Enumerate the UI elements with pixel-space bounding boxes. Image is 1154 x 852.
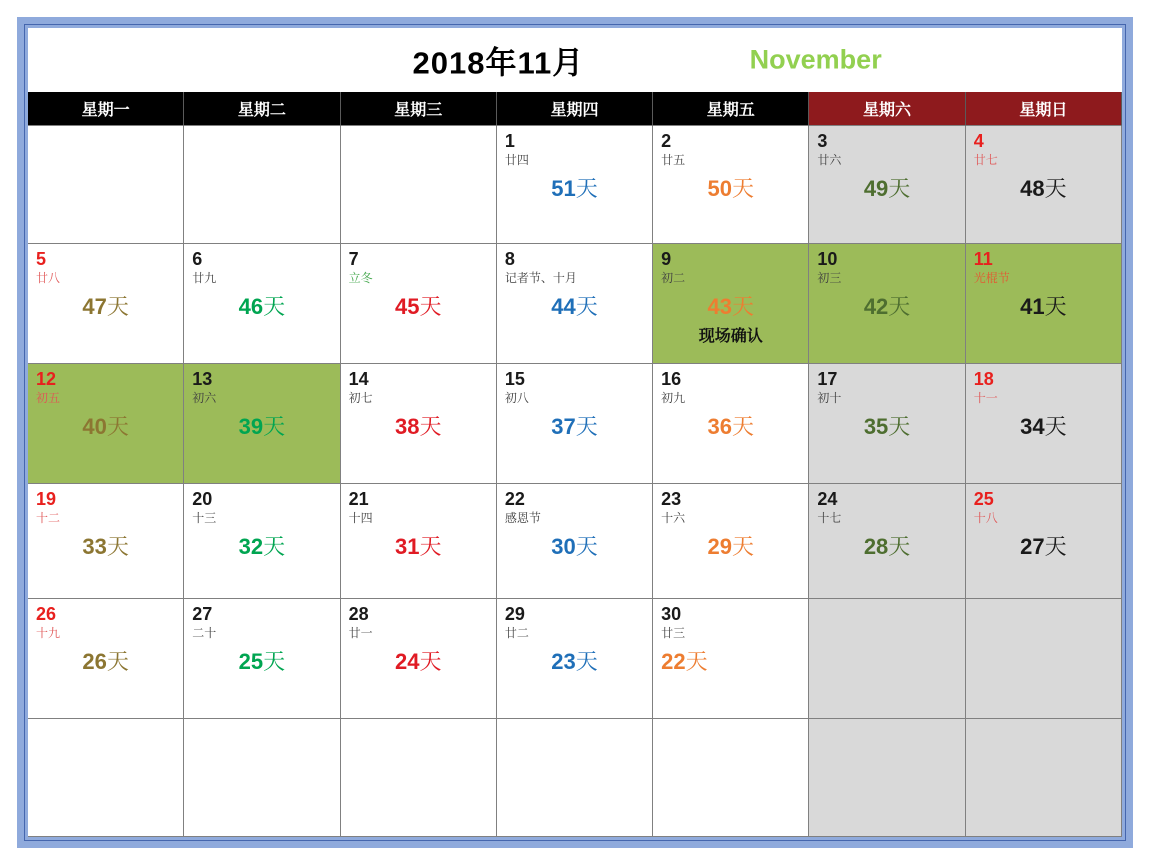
day-number: 10: [817, 249, 838, 269]
empty-cell: [966, 599, 1122, 719]
lunar-label: 廿三: [661, 626, 686, 640]
day-number: 4: [973, 131, 984, 151]
countdown-label: [817, 534, 956, 560]
lunar-label: 廿九: [192, 271, 217, 285]
lunar-label: 十九: [36, 626, 61, 640]
empty-cell: [341, 126, 497, 244]
countdown-suffix: 天: [575, 176, 598, 201]
day-number: 20: [192, 489, 213, 509]
day-cell-3: [809, 126, 965, 244]
countdown-suffix: 天: [419, 649, 442, 674]
countdown-suffix: 天: [263, 414, 286, 439]
day-number: 27: [192, 604, 213, 624]
countdown-suffix: 天: [106, 649, 129, 674]
weekday-header-6: 星期六: [809, 92, 965, 126]
countdown-label: [192, 414, 331, 440]
day-cell-26: [28, 599, 184, 719]
day-number: 11: [973, 249, 993, 269]
day-cell-19: [28, 484, 184, 599]
countdown-suffix: 天: [106, 534, 129, 559]
day-cell-24: [809, 484, 965, 599]
countdown-label: [817, 176, 956, 202]
countdown-label: [36, 649, 175, 675]
day-number: 28: [348, 604, 369, 624]
day-cell-17: [809, 364, 965, 484]
lunar-label: 记者节、十月: [504, 271, 577, 285]
day-number: 25: [973, 489, 994, 509]
day-number: 26: [36, 604, 57, 624]
lunar-label: 初二: [661, 271, 686, 285]
empty-cell: [28, 719, 184, 837]
day-cell-2: [653, 126, 809, 244]
event-note: 现场确认: [698, 328, 763, 345]
countdown-label: [505, 414, 644, 440]
day-number: 6: [192, 249, 203, 269]
empty-cell: [184, 126, 340, 244]
day-number: 17: [817, 369, 838, 389]
day-cell-29: [497, 599, 653, 719]
day-number: 18: [973, 369, 994, 389]
empty-cell: [966, 719, 1122, 837]
empty-cell: [653, 719, 809, 837]
countdown-suffix: 天: [888, 414, 911, 439]
calendar-grid: [28, 92, 1122, 837]
day-cell-7: [341, 244, 497, 364]
countdown-suffix: 天: [1044, 414, 1067, 439]
day-number: 13: [192, 369, 213, 389]
lunar-label: 感恩节: [504, 511, 541, 525]
countdown-number: 45: [394, 294, 420, 319]
day-cell-30: [653, 599, 809, 719]
day-number: 30: [661, 604, 682, 624]
countdown-label: [36, 534, 175, 560]
countdown-number: 26: [82, 649, 107, 674]
lunar-label: 十二: [36, 511, 61, 525]
countdown-suffix: 天: [575, 649, 598, 674]
lunar-label: 廿六: [817, 153, 842, 167]
countdown-label: [817, 294, 956, 320]
countdown-suffix: 天: [575, 294, 598, 319]
day-number: 2: [661, 131, 672, 151]
countdown-label: [349, 649, 488, 675]
day-cell-22: [497, 484, 653, 599]
countdown-number: 23: [551, 649, 576, 674]
lunar-label: 十三: [192, 511, 217, 525]
countdown-suffix: 天: [575, 534, 598, 559]
countdown-number: 40: [82, 414, 107, 439]
day-cell-11: [966, 244, 1122, 364]
countdown-suffix: 天: [419, 294, 442, 319]
day-cell-9: [653, 244, 809, 364]
weekday-header-3: 星期三: [341, 92, 497, 126]
countdown-suffix: 天: [1044, 176, 1067, 201]
day-number: 8: [504, 249, 515, 269]
countdown-number: 35: [863, 414, 889, 439]
countdown-suffix: 天: [419, 534, 442, 559]
weekday-header-1: 星期一: [28, 92, 184, 126]
countdown-suffix: 天: [106, 294, 129, 319]
day-number: 12: [36, 369, 57, 389]
countdown-label: [192, 534, 331, 560]
countdown-number: 43: [707, 294, 733, 319]
empty-cell: [184, 719, 340, 837]
countdown-suffix: 天: [732, 414, 755, 439]
countdown-suffix: 天: [1044, 294, 1067, 319]
day-cell-21: [341, 484, 497, 599]
lunar-label: 廿一: [348, 626, 373, 640]
countdown-suffix: 天: [263, 294, 286, 319]
countdown-label: [36, 414, 175, 440]
day-number: 7: [348, 249, 359, 269]
empty-cell: [28, 126, 184, 244]
countdown-suffix: 天: [888, 294, 911, 319]
countdown-number: 37: [551, 414, 576, 439]
countdown-number: 29: [707, 534, 733, 559]
day-cell-10: [809, 244, 965, 364]
countdown-number: 47: [82, 294, 107, 319]
countdown-number: 46: [238, 294, 264, 319]
countdown-number: 33: [82, 534, 107, 559]
countdown-number: 38: [394, 414, 420, 439]
day-number: 29: [504, 604, 525, 624]
countdown-label: [974, 176, 1113, 202]
weekday-header-4: 星期四: [497, 92, 653, 126]
countdown-number: 48: [1020, 176, 1045, 201]
lunar-label: 十四: [348, 511, 373, 525]
countdown-suffix: 天: [106, 414, 129, 439]
countdown-label: [505, 176, 644, 202]
lunar-label: 廿四: [504, 153, 529, 167]
day-cell-4: [966, 126, 1122, 244]
countdown-number: 42: [863, 294, 889, 319]
countdown-label: [974, 294, 1113, 320]
day-number: 23: [661, 489, 682, 509]
countdown-label: [505, 294, 644, 320]
frame-inner-line: [24, 24, 1126, 841]
day-number: 22: [504, 489, 525, 509]
weekday-header-2: 星期二: [184, 92, 340, 126]
weekday-header-7: 星期日: [966, 92, 1122, 126]
countdown-number: 27: [1020, 534, 1045, 559]
lunar-label: 十八: [973, 511, 998, 525]
lunar-label: 廿二: [504, 626, 529, 640]
lunar-label: 廿八: [36, 271, 61, 285]
countdown-number: 51: [551, 176, 576, 201]
page-title-en: November: [749, 44, 882, 75]
day-number: 3: [817, 131, 828, 151]
day-cell-28: [341, 599, 497, 719]
countdown-suffix: 天: [888, 176, 911, 201]
lunar-label: 初八: [504, 391, 529, 405]
day-number: 1: [504, 131, 515, 151]
day-cell-13: [184, 364, 340, 484]
countdown-label: [505, 649, 644, 675]
calendar-frame: [17, 17, 1133, 848]
day-cell-12: [28, 364, 184, 484]
countdown-number: 28: [863, 534, 889, 559]
countdown-label: [974, 534, 1113, 560]
calendar-sheet: [25, 25, 1125, 840]
lunar-label: 光棍节: [973, 271, 1010, 285]
countdown-number: 44: [551, 294, 576, 319]
lunar-label: 十六: [661, 511, 686, 525]
day-cell-23: [653, 484, 809, 599]
countdown-label: [817, 414, 956, 440]
countdown-label: [974, 414, 1113, 440]
lunar-label: 初十: [817, 391, 842, 405]
lunar-label: 廿五: [661, 153, 686, 167]
day-number: 19: [36, 489, 57, 509]
countdown-label: [349, 294, 488, 320]
countdown-number: 25: [238, 649, 264, 674]
countdown-label: [349, 414, 488, 440]
countdown-number: 31: [394, 534, 420, 559]
lunar-label: 初五: [36, 391, 61, 405]
countdown-number: 24: [394, 649, 420, 674]
empty-cell: [809, 719, 965, 837]
countdown-number: 49: [863, 176, 889, 201]
day-cell-1: [497, 126, 653, 244]
empty-cell: [497, 719, 653, 837]
lunar-label: 廿七: [973, 153, 998, 167]
countdown-suffix: 天: [263, 534, 286, 559]
countdown-label: [192, 294, 331, 320]
countdown-suffix: 天: [263, 649, 286, 674]
countdown-suffix: 天: [888, 534, 911, 559]
countdown-label: [661, 294, 800, 320]
countdown-label: [661, 176, 800, 202]
countdown-suffix: 天: [685, 649, 708, 674]
countdown-number: 34: [1020, 414, 1045, 439]
countdown-number: 22: [661, 649, 686, 674]
day-cell-6: [184, 244, 340, 364]
weekday-header-5: 星期五: [653, 92, 809, 126]
day-number: 5: [36, 249, 47, 269]
day-cell-25: [966, 484, 1122, 599]
countdown-label: [661, 414, 800, 440]
countdown-number: 41: [1020, 294, 1045, 319]
day-number: 15: [504, 369, 525, 389]
countdown-suffix: 天: [575, 414, 598, 439]
day-cell-5: [28, 244, 184, 364]
lunar-label: 立冬: [348, 271, 373, 285]
day-cell-15: [497, 364, 653, 484]
lunar-label: 十七: [817, 511, 842, 525]
empty-cell: [809, 599, 965, 719]
countdown-number: 50: [707, 176, 733, 201]
countdown-number: 32: [238, 534, 264, 559]
countdown-label: [192, 649, 331, 675]
page-title-cn: 2018年11月: [412, 45, 585, 81]
countdown-suffix: 天: [732, 176, 755, 201]
day-number: 9: [661, 249, 672, 269]
day-number: 24: [817, 489, 838, 509]
countdown-number: 30: [551, 534, 576, 559]
countdown-label: [349, 534, 488, 560]
day-number: 16: [661, 369, 682, 389]
countdown-suffix: 天: [732, 534, 755, 559]
countdown-number: 36: [707, 414, 733, 439]
countdown-number: 39: [238, 414, 264, 439]
countdown-label: [661, 534, 800, 560]
lunar-label: 二十: [192, 626, 217, 640]
day-cell-20: [184, 484, 340, 599]
day-number: 21: [348, 489, 369, 509]
day-cell-16: [653, 364, 809, 484]
lunar-label: 十一: [973, 391, 998, 405]
countdown-suffix: 天: [419, 414, 442, 439]
countdown-suffix: 天: [732, 294, 755, 319]
day-number: 14: [348, 369, 369, 389]
day-cell-27: [184, 599, 340, 719]
countdown-label: [661, 649, 800, 675]
day-cell-8: [497, 244, 653, 364]
countdown-suffix: 天: [1044, 534, 1067, 559]
day-cell-14: [341, 364, 497, 484]
empty-cell: [341, 719, 497, 837]
lunar-label: 初三: [817, 271, 842, 285]
day-cell-18: [966, 364, 1122, 484]
lunar-label: 初七: [348, 391, 373, 405]
title-bar: [28, 28, 1122, 92]
countdown-label: [36, 294, 175, 320]
lunar-label: 初六: [192, 391, 217, 405]
countdown-label: [505, 534, 644, 560]
lunar-label: 初九: [661, 391, 686, 405]
